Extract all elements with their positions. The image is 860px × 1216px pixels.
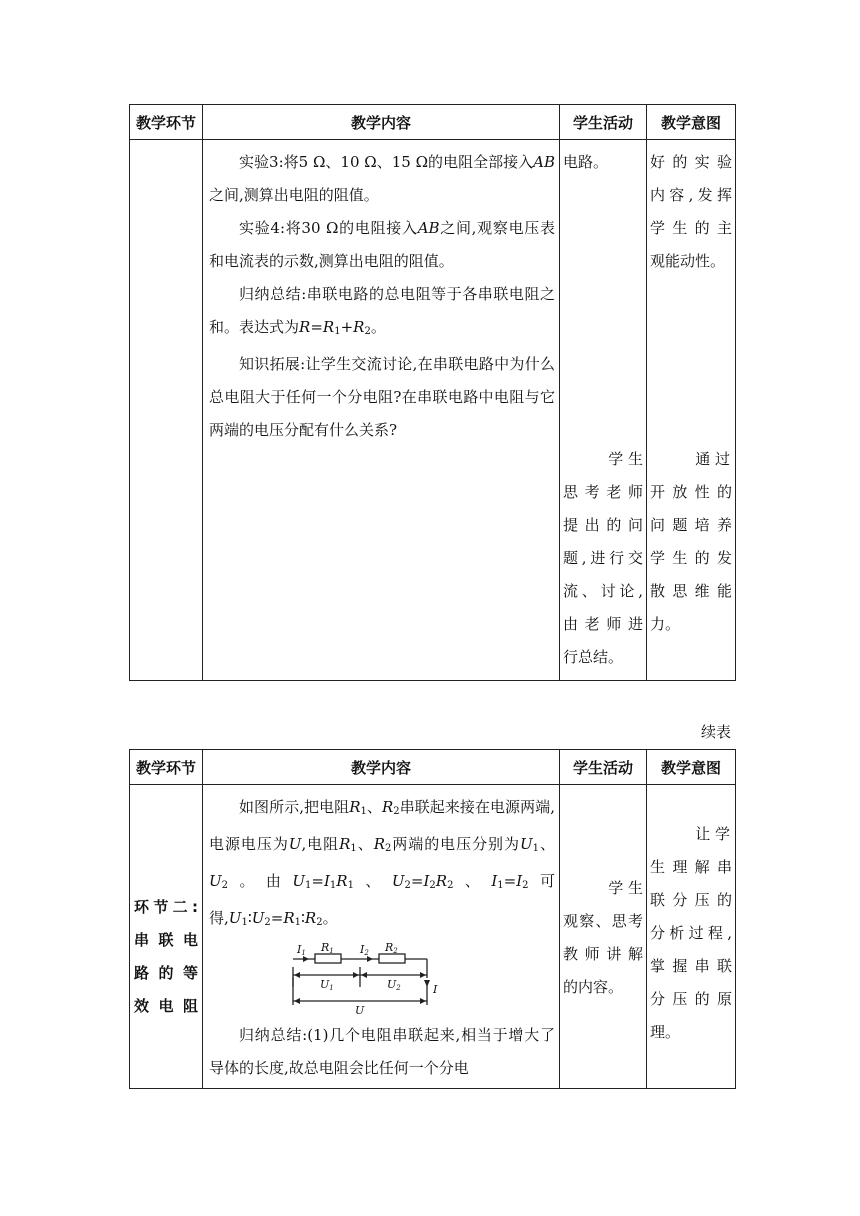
stage-line: 路的等: [134, 963, 198, 982]
stage-line: 环节二:: [134, 897, 198, 916]
intent-line: 联分压的: [650, 891, 732, 909]
stage-cell: [130, 140, 203, 681]
activity-line: 教师讲解: [563, 945, 643, 963]
header-activity: 学生活动: [560, 750, 647, 785]
intent-line: 力。: [650, 615, 681, 633]
intro-text: 如图所示,把电阻$R_1$、$R_2$串联起来接在电源两端,电源电压为U,电阻$R_1$、$R_2$两端的电压分别为$U_1$、$U_2$。由$U_1=I_1R_1$、$U_2=I_2R_2$、$I_1=I_2$可得$,U_1∶U_2=R_1∶R_2$。: [209, 798, 555, 928]
activity-line: 学 生: [608, 450, 643, 468]
header-content: 教学内容: [203, 750, 560, 785]
header-row: [130, 750, 736, 785]
header-content: 教学内容: [203, 105, 560, 140]
intent-line: 通 过: [695, 450, 730, 468]
stage-line: 效电阻: [134, 996, 198, 1015]
intent-cell: [647, 785, 736, 1089]
activity-line: 观察、思考: [563, 912, 643, 930]
label-i: I: [433, 983, 438, 996]
intent-line: 开放性的: [650, 483, 732, 501]
label-u2: U2: [387, 978, 401, 992]
intent-line: 好的实验: [650, 153, 732, 171]
formula: $R=R_1+R_2$: [299, 318, 371, 337]
label-i1: I1: [297, 943, 306, 957]
label-i2: I2: [360, 943, 369, 957]
intent-line: 问题培养: [650, 516, 732, 534]
header-intent: 教学意图: [647, 105, 736, 140]
table-row: [130, 785, 736, 1089]
extension-text: 知识拓展:让学生交流讨论,在串联电路中为什么总电阻大于任何一个分电阻?在串联电路中电阻与它两端的电压分配有什么关系?: [209, 355, 555, 439]
activity-line: 思考老师: [563, 483, 643, 501]
header-stage: 教学环节: [130, 105, 203, 140]
table-row: [130, 140, 736, 681]
header-activity: 学生活动: [560, 105, 647, 140]
intent-line: 观能动性。: [650, 252, 726, 270]
stage-line: 串联电: [134, 930, 198, 949]
intent-cell: [647, 140, 736, 681]
lesson-table-2: [129, 749, 736, 1089]
experiment-3-text: 实验3:将5 Ω、10 Ω、15 Ω的电阻全部接入AB之间,测算出电阻的阻值。: [209, 153, 555, 204]
activity-line: 提出的问: [563, 516, 643, 534]
series-circuit-diagram: [209, 941, 555, 1017]
intent-line: 学生的发: [650, 549, 732, 567]
activity-line: 行总结。: [563, 648, 624, 666]
label-r2: R2: [385, 941, 398, 955]
intent-line: 散思维能: [650, 582, 732, 600]
activity-line: 流、讨论,: [563, 582, 643, 600]
activity-line: 的内容。: [563, 978, 624, 996]
continued-label: 续表: [700, 723, 731, 741]
intent-line: 分压的原: [650, 990, 732, 1008]
activity-top: 电路。: [563, 153, 609, 171]
content-cell: [203, 140, 560, 681]
stage-cell: [130, 785, 203, 1089]
activity-line: 由老师进: [563, 615, 643, 633]
summary-text: 归纳总结:串联电路的总电阻等于各串联电阻之和。表达式为$R=R_1+R_2$。: [209, 285, 555, 337]
intent-line: 内容,发挥: [650, 186, 732, 204]
lesson-table-1: [129, 104, 736, 681]
activity-cell: [560, 140, 647, 681]
intent-line: 生理解串: [650, 858, 732, 876]
activity-line: 学 生: [608, 879, 643, 897]
label-r1: R1: [321, 941, 334, 955]
intent-line: 分析过程,: [650, 924, 732, 942]
label-u: U: [355, 1004, 365, 1017]
activity-cell: [560, 785, 647, 1089]
intent-line: 理。: [650, 1023, 681, 1041]
intent-line: 让 学: [695, 825, 730, 843]
activity-line: 题,进行交: [563, 549, 643, 567]
intent-line: 掌握串联: [650, 957, 732, 975]
header-intent: 教学意图: [647, 750, 736, 785]
content-cell: [203, 785, 560, 1089]
summary-text: 归纳总结:(1)几个电阻串联起来,相当于增大了导体的长度,故总电阻会比任何一个分电: [209, 1026, 555, 1077]
intent-line: 学生的主: [650, 219, 732, 237]
label-u1: U1: [320, 978, 334, 992]
experiment-4-text: 实验4:将30 Ω的电阻接入AB之间,观察电压表和电流表的示数,测算出电阻的阻值。: [209, 219, 555, 270]
header-stage: 教学环节: [130, 750, 203, 785]
header-row: [130, 105, 736, 140]
